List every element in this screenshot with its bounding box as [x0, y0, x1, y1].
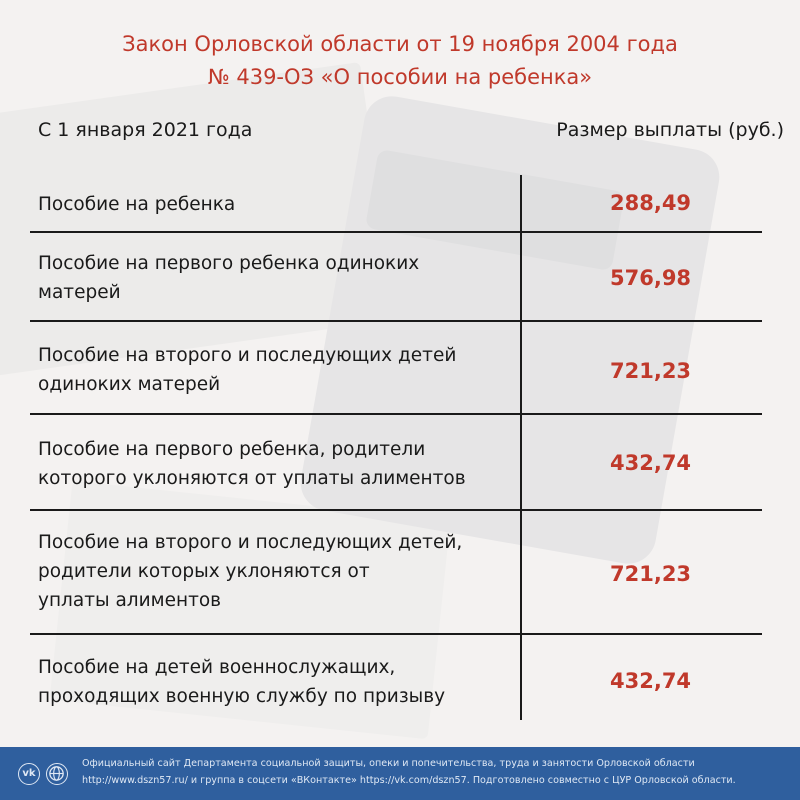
row-label: Пособие на первого ребенка, родители которого уклоняются от уплаты алиментов	[38, 439, 466, 489]
footer-icons	[18, 763, 68, 785]
row-value: 576,98	[610, 266, 692, 290]
row-value: 432,74	[610, 669, 692, 693]
row-value: 721,23	[610, 562, 692, 586]
row-value: 432,74	[610, 451, 692, 475]
row-divider	[30, 413, 762, 415]
table-row	[30, 432, 762, 502]
row-label: Пособие на второго и последующих детей одиноких матерей	[38, 345, 457, 395]
column-header-date: С 1 января 2021 года	[38, 119, 253, 141]
footer-bar	[0, 747, 800, 800]
table-row	[30, 246, 762, 316]
footer-line-1: Официальный сайт Департамента социальной защиты, опеки и попечительства, труда и занятости Орловской области	[82, 758, 695, 769]
row-divider	[30, 633, 762, 635]
row-value: 721,23	[610, 359, 692, 383]
table-row	[30, 526, 762, 626]
table-row	[30, 186, 762, 230]
vk-icon[interactable]: vk	[18, 763, 40, 785]
row-label: Пособие на ребенка	[38, 194, 236, 215]
row-label: Пособие на второго и последующих детей, родители которых уклоняются от уплаты алиментов	[38, 532, 463, 611]
column-header-amount: Размер выплаты (руб.)	[556, 119, 784, 141]
title-line-2: № 439-ОЗ «О пособии на ребенка»	[207, 65, 593, 89]
title-line-1: Закон Орловской области от 19 ноября 2004 года	[122, 32, 678, 56]
table-row	[30, 650, 762, 720]
footer-text	[82, 755, 794, 789]
footer-line-2[interactable]: http://www.dszn57.ru/ и группа в соцсети «ВКонтакте» https://vk.com/dszn57. Подготовлено совместно с ЦУР Орловской области.	[82, 775, 736, 786]
row-divider	[30, 320, 762, 322]
page-title	[0, 28, 800, 94]
table-row	[30, 338, 762, 408]
row-divider	[30, 231, 762, 233]
row-label: Пособие на первого ребенка одиноких матерей	[38, 253, 420, 303]
row-value: 288,49	[610, 191, 692, 215]
globe-icon[interactable]	[46, 763, 68, 785]
row-divider	[30, 509, 762, 511]
row-label: Пособие на детей военнослужащих, проходящих военную службу по призыву	[38, 657, 446, 707]
